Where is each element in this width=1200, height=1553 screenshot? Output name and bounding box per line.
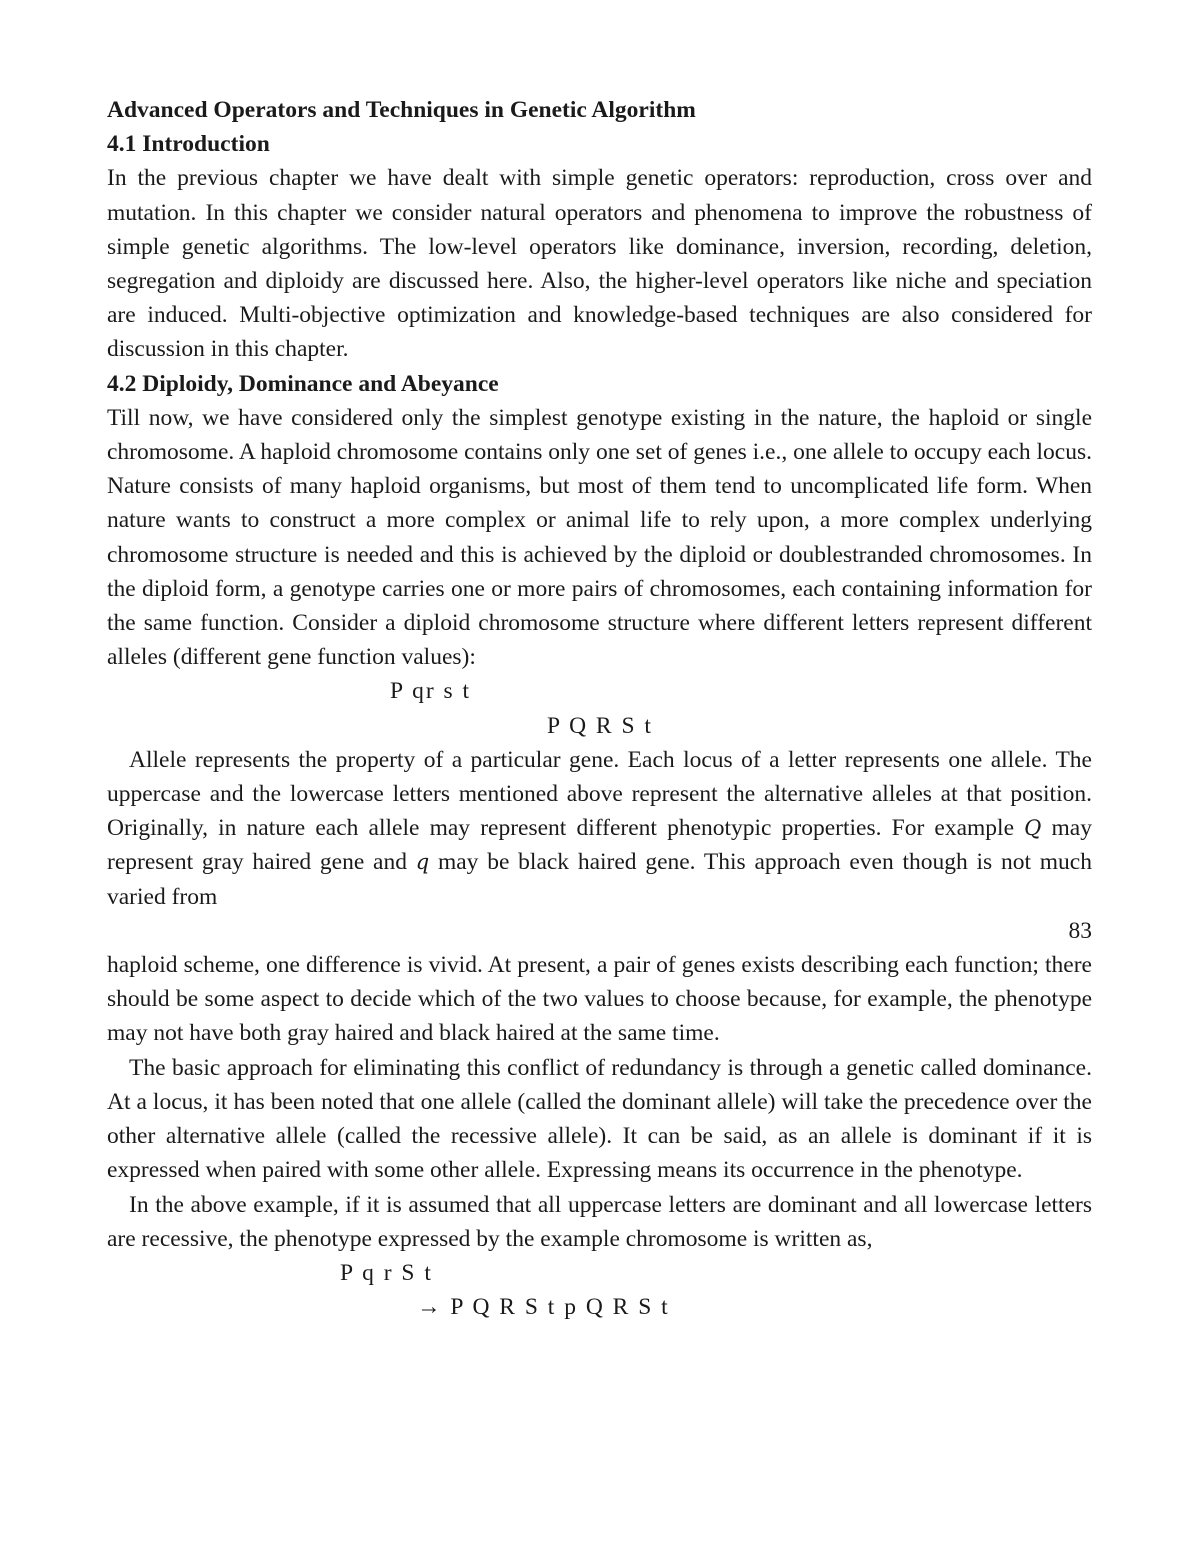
chapter-title: Advanced Operators and Techniques in Genetic Algorithm (107, 97, 696, 123)
section-4-2-paragraph-5: In the above example, if it is assumed that all uppercase letters are dominant and all lowercase letters are recessive, the phenotype expressed by the example chromosome is written as, (107, 1191, 1092, 1252)
symbol-upper-q: Q (1024, 816, 1042, 841)
section-4-2-paragraph-1: Till now, we have considered only the simplest genotype existing in the nature, the haploid or single chromosome. A haploid chromosome contains only one set of genes i.e., one allele to occupy each locus. Nature consists of many haploid organisms, but most of them tend to uncomplicated life form. When nature wants to construct a more complex or animal life to rely upon, a more complex underlying chromosome structure is needed and this is achieved by the diploid or doublestranded chromosomes. In the diploid form, a genotype carries one or more pairs of chromosomes, each containing information for the same function. Consider a diploid chromosome structure where different letters represent different alleles (different gene function values): (107, 404, 1092, 671)
paragraph-2-text-2: may represent gray haired gene and (107, 815, 1092, 876)
document-page (107, 93, 1092, 1324)
phenotype-formula-line-2: → P Q R S t p Q R S t (417, 1294, 670, 1321)
page-number: 83 (1068, 917, 1092, 944)
section-4-2-paragraph-3: haploid scheme, one difference is vivid. At present, a pair of genes exists describing each function; there should be some aspect to decide which of the two values to choose because, for example, the phenotype may not have both gray haired and black haired at the same time. (107, 952, 1092, 1047)
paragraph-2-text-3: may be black haired gene. This approach even though is not much varied from (107, 849, 1092, 910)
chromosome-formula-line-2: P Q R S t (547, 712, 653, 739)
chromosome-formula-line-1: P qr s t (390, 678, 472, 705)
symbol-lower-q: q (415, 850, 430, 875)
section-4-2-paragraph-2 (107, 743, 1092, 914)
section-4-2-heading: 4.2 Diploidy, Dominance and Abeyance (107, 370, 499, 397)
section-4-1-paragraph: In the previous chapter we have dealt with simple genetic operators: reproduction, cross over and mutation. In this chapter we consider natural operators and phenomena to improve the robustness of simple genetic algorithms. The low-level operators like dominance, inversion, recording, deletion, segregation and diploidy are discussed here. Also, the higher-level operators like niche and speciation are induced. Multi-objective optimization and knowledge-based techniques are also considered for discussion in this chapter. (107, 165, 1092, 363)
section-4-2-paragraph-4: The basic approach for eliminating this conflict of redundancy is through a genetic called dominance. At a locus, it has been noted that one allele (called the dominant allele) will take the precedence over the other alternative allele (called the recessive allele). It can be said, as an allele is dominant if it is expressed when paired with some other allele. Expressing means its occurrence in the phenotype. (107, 1054, 1092, 1184)
phenotype-formula-line-1: P q r S t (340, 1259, 433, 1286)
section-4-1-heading: 4.1 Introduction (107, 131, 270, 158)
paragraph-2-text-1: Allele represents the property of a particular gene. Each locus of a letter represents one allele. The uppercase and the lowercase letters mentioned above represent the alternative alleles at that position. Originally, in nature each allele may represent different phenotypic properties. For example (107, 746, 1092, 842)
